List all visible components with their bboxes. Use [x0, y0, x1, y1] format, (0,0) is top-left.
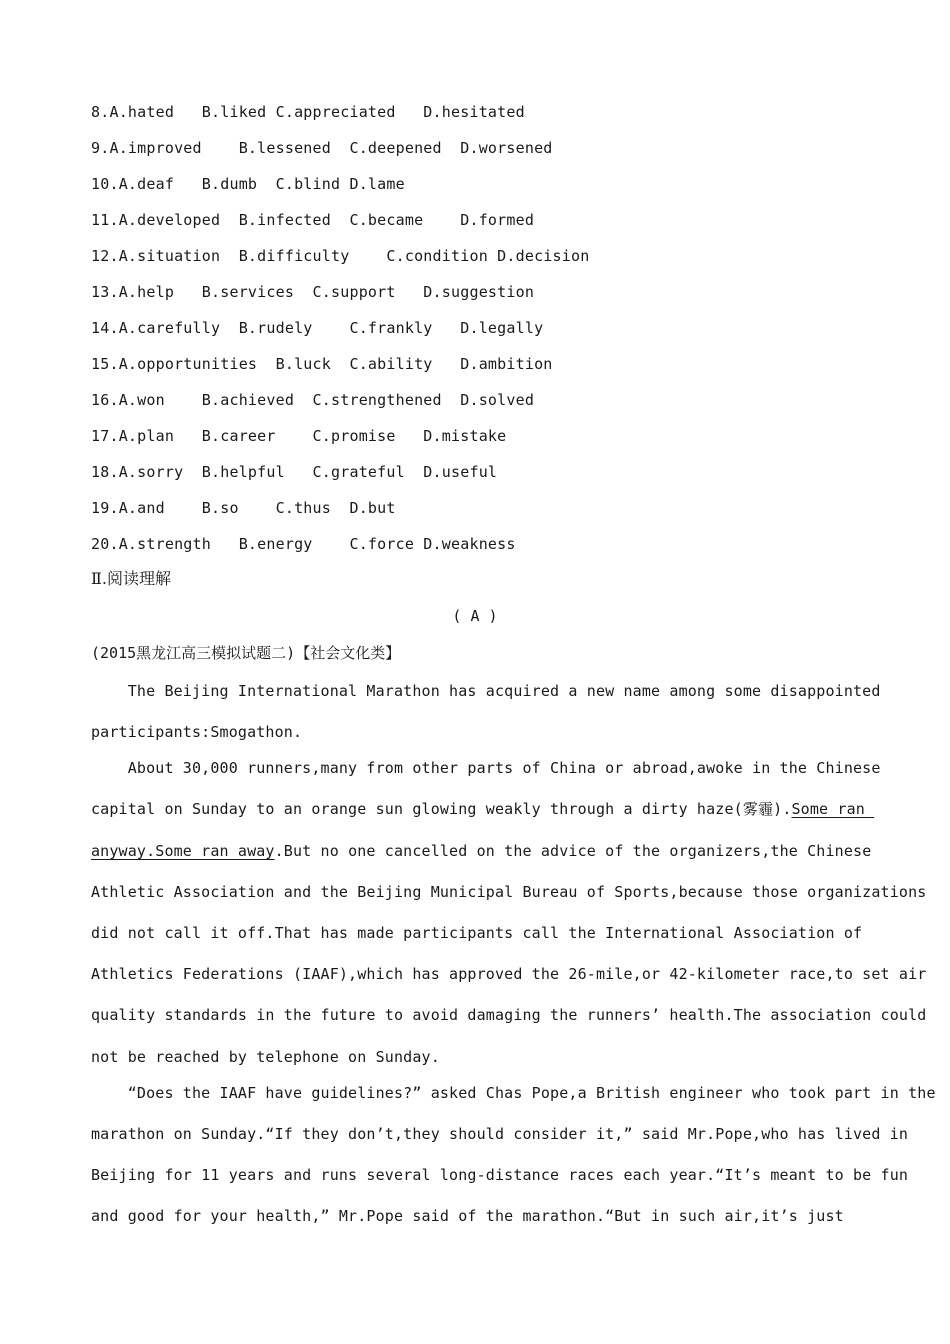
question-20-options: 20.A.strength B.energy C.force D.weakness	[91, 535, 516, 553]
underlined-phrase: anyway.Some ran away	[91, 842, 275, 860]
passage-line: The Beijing International Marathon has acquired a new name among some disappointed	[91, 682, 881, 700]
passage-line: Beijing for 11 years and runs several long-distance races each year.“It’s meant to be fun	[91, 1166, 909, 1184]
passage-line: Athletic Association and the Beijing Municipal Bureau of Sports,because those organizations	[91, 883, 927, 901]
question-17-options: 17.A.plan B.career C.promise D.mistake	[91, 427, 507, 445]
question-18-options: 18.A.sorry B.helpful C.grateful D.useful	[91, 463, 498, 481]
section-heading	[91, 568, 171, 590]
passage-line: not be reached by telephone on Sunday.	[91, 1048, 440, 1066]
question-14-options: 14.A.carefully B.rudely C.frankly D.legally	[91, 319, 544, 337]
passage-line	[91, 799, 874, 819]
passage-line: did not call it off.That has made participants call the International Association of	[91, 924, 863, 942]
passage-line	[91, 841, 871, 861]
question-16-options: 16.A.won B.achieved C.strengthened D.solved	[91, 391, 535, 409]
question-8-options: 8.A.hated B.liked C.appreciated D.hesitated	[91, 103, 525, 121]
passage-line: participants:Smogathon.	[91, 723, 303, 741]
passage-text: capital on Sunday to an orange sun glowing weakly through a dirty haze(雾霾).	[91, 800, 792, 818]
section-title: 阅读理解	[106, 569, 171, 588]
underlined-phrase: Some ran	[791, 800, 875, 818]
passage-label: ( A )	[452, 607, 498, 625]
passage-line: quality standards in the future to avoid damaging the runners’ health.The association could	[91, 1006, 927, 1024]
question-12-options: 12.A.situation B.difficulty C.condition D.decision	[91, 247, 590, 265]
passage-line: marathon on Sunday.“If they don’t,they should consider it,” said Mr.Pope,who has lived in	[91, 1125, 909, 1143]
section-number: Ⅱ.	[91, 569, 107, 588]
passage-source	[91, 642, 400, 664]
question-11-options: 11.A.developed B.infected C.became D.formed	[91, 211, 535, 229]
question-10-options: 10.A.deaf B.dumb C.blind D.lame	[91, 175, 405, 193]
source-category: 【社会文化类】	[295, 644, 401, 662]
question-13-options: 13.A.help B.services C.support D.suggestion	[91, 283, 535, 301]
passage-line: “Does the IAAF have guidelines?” asked Chas Pope,a British engineer who took part in the	[91, 1084, 936, 1102]
passage-line: About 30,000 runners,many from other parts of China or abroad,awoke in the Chinese	[91, 759, 881, 777]
passage-text: .But no one cancelled on the advice of the organizers,the Chinese	[274, 842, 872, 860]
source-prefix: (2015黑龙江高三模拟试题二)	[91, 644, 296, 662]
question-19-options: 19.A.and B.so C.thus D.but	[91, 499, 396, 517]
passage-line: Athletics Federations (IAAF),which has approved the 26-mile,or 42-kilometer race,to set air	[91, 965, 927, 983]
question-9-options: 9.A.improved B.lessened C.deepened D.worsened	[91, 139, 553, 157]
passage-line: and good for your health,” Mr.Pope said of the marathon.“But in such air,it’s just	[91, 1207, 844, 1225]
question-15-options: 15.A.opportunities B.luck C.ability D.ambition	[91, 355, 553, 373]
